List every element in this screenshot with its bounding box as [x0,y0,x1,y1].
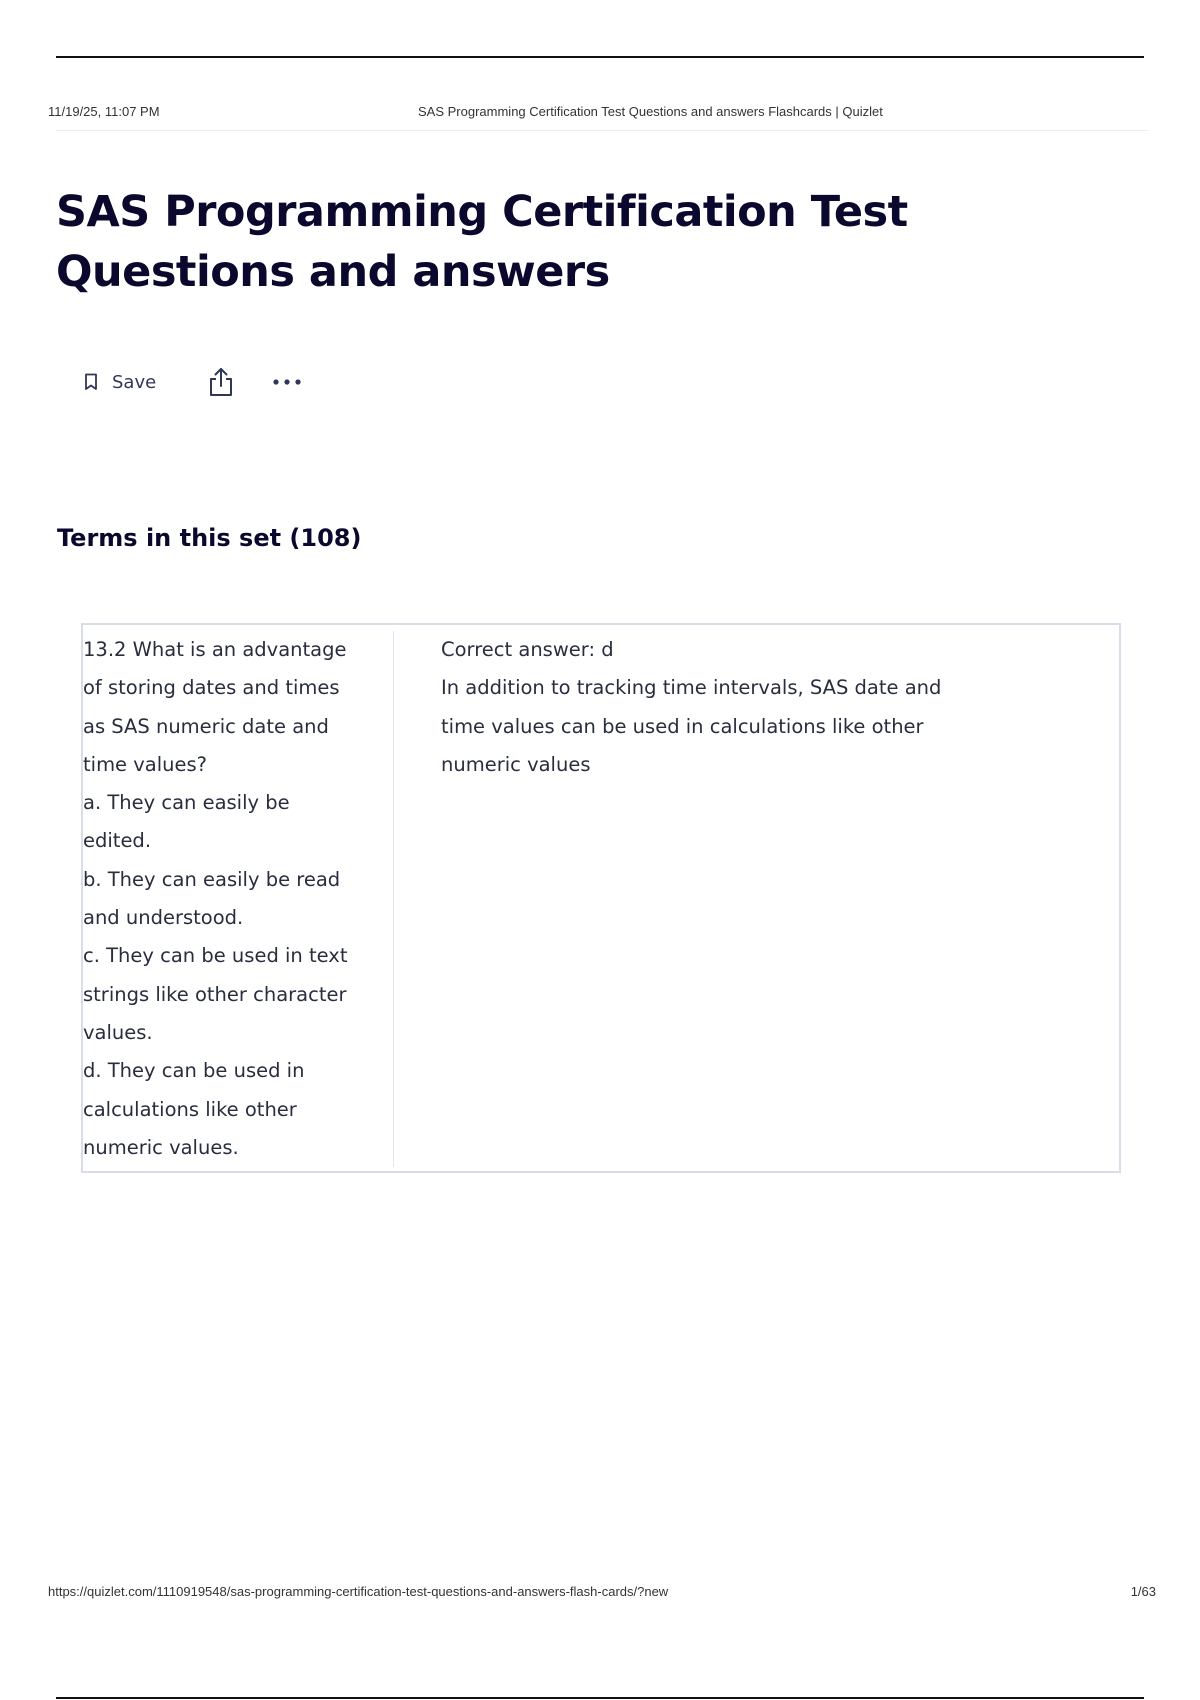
save-button-label: Save [112,371,157,393]
save-button[interactable] [84,372,156,393]
more-options-button[interactable] [272,378,302,386]
share-icon [208,367,234,397]
bookmark-icon [84,373,98,391]
share-button[interactable] [208,367,234,397]
print-url: https://quizlet.com/1110919548/sas-programming-certification-test-questions-and-answers-flash-cards/?new [48,1584,669,1599]
flashcard-term: 13.2 What is an advantage of storing dates and times as SAS numeric date and time values? a. They can easily be edited. b. They can easily be read and understood. c. They can be used in text strings like other character values. d. They can be used in calculations like other numeric values. [83,631,394,1167]
print-document-title: SAS Programming Certification Test Questions and answers Flashcards | Quizlet [418,104,883,119]
header-divider [56,130,1148,131]
page-title: SAS Programming Certification Test Questions and answers [56,187,908,297]
page-number: 1/63 [1130,1584,1156,1599]
more-icon [272,378,302,386]
flashcard-definition: Correct answer: d In addition to tracking time intervals, SAS date and time values can be used in calculations like other numeric values [441,638,942,776]
set-actions [84,364,302,400]
print-footer [48,1584,1156,1604]
print-header [48,104,1148,124]
terms-heading: Terms in this set (108) [57,524,362,552]
flashcard [81,623,1121,1173]
top-rule [56,56,1144,58]
bottom-rule [56,1697,1144,1699]
print-date: 11/19/25, 11:07 PM [48,104,160,119]
